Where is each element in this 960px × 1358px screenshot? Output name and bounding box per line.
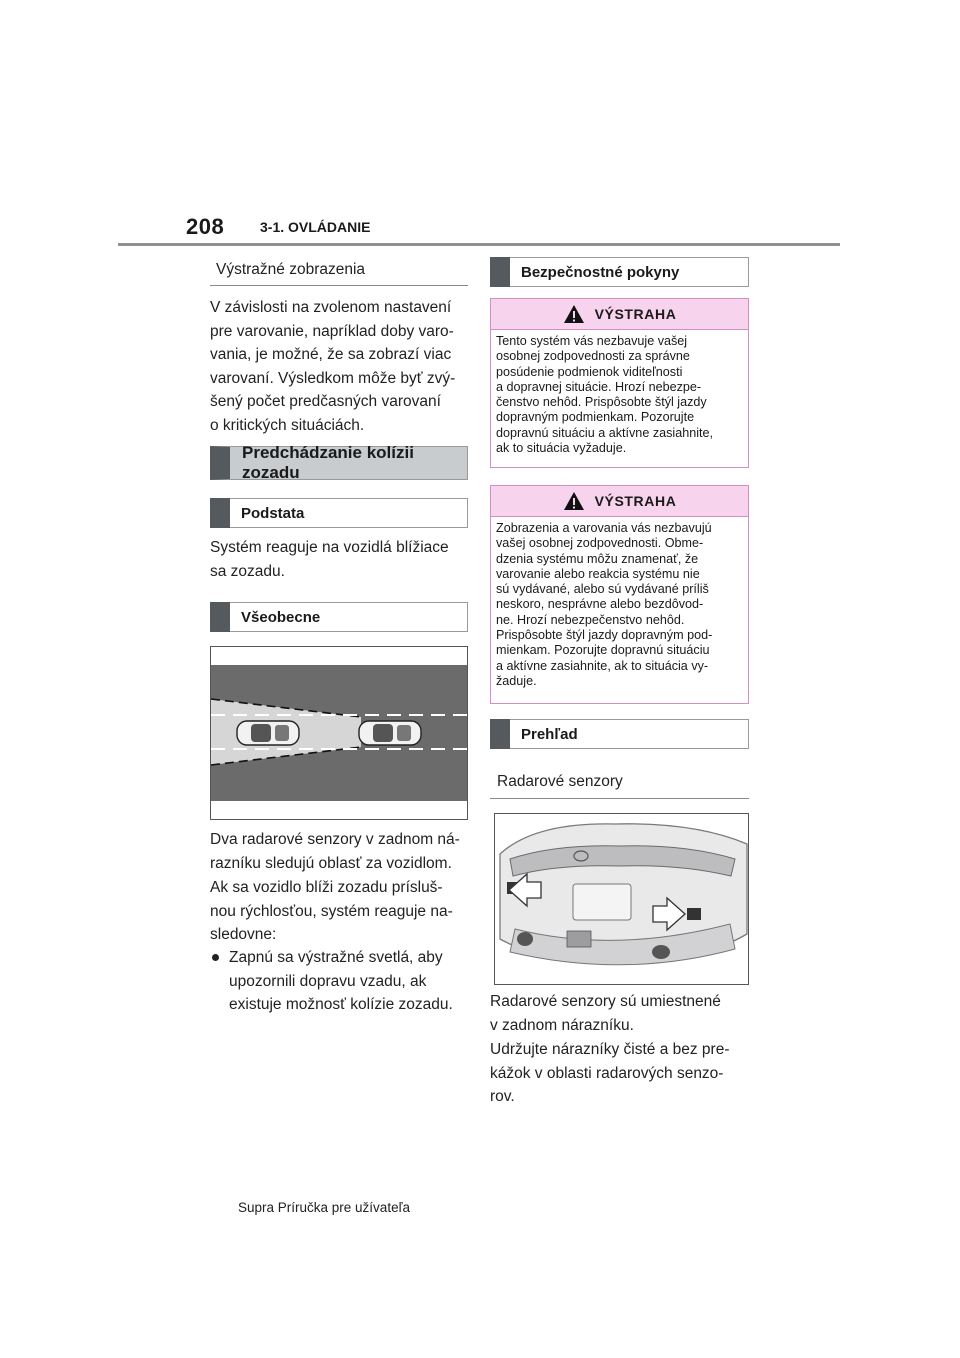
footer-text: Supra Príručka pre užívateľa	[238, 1200, 411, 1215]
general-paragraph-2: Ak sa vozidlo blíži zozadu prísluš- nou rýchlosťou, systém reaguje na- sledovne:	[210, 879, 453, 943]
rear-bumper-figure	[494, 813, 749, 985]
warning-triangle-icon	[563, 304, 585, 324]
essence-heading: Podstata	[210, 498, 468, 528]
radar-sensor-right	[687, 908, 701, 920]
radar-paragraph-2: Udržujte nárazníky čisté a bez pre- kážok v oblasti radarových senzo- rov.	[490, 1041, 730, 1105]
rear-radar-diagram	[210, 646, 468, 820]
radar-sensors-heading: Radarové senzory	[490, 769, 749, 799]
bullet-dot-icon	[212, 954, 219, 961]
page-number: 208	[186, 214, 225, 239]
list-item: Zapnú sa výstražné svetlá, aby upozornili dopravu vzadu, ak existuje možnosť kolízie zozadu.	[212, 946, 453, 1017]
warning-title: VÝSTRAHA	[594, 306, 677, 322]
warning-box-2	[490, 485, 749, 704]
warning-displays-paragraph: V závislosti na zvolenom nastavení pre varovanie, napríklad doby varo- vania, je možné, že sa zobrazí viac varovaní. Výsledkom môže byť zvý- šený počet predčasných varovaní o kritických situáciách.	[210, 299, 456, 434]
road-illustration	[211, 647, 467, 819]
radar-paragraph-1: Radarové senzory sú umiestnené v zadnom nárazníku.	[490, 993, 721, 1034]
warning-displays-heading: Výstražné zobrazenia	[210, 258, 468, 286]
warning-title: VÝSTRAHA	[594, 493, 677, 509]
general-paragraph-1: Dva radarové senzory v zadnom ná- razníku sledujú oblasť za vozidlom.	[210, 831, 460, 872]
rear-bumper-illustration	[495, 814, 748, 984]
warning-box-1	[490, 298, 749, 468]
general-heading: Všeobecne	[210, 602, 468, 632]
approaching-car-icon	[359, 721, 421, 745]
chapter-title: 3-1. OVLÁDANIE	[260, 219, 371, 235]
overview-heading: Prehľad	[490, 719, 749, 749]
warning-triangle-icon	[563, 491, 585, 511]
warning-text: Zobrazenia a varovania vás nezbavujú vašej osobnej zodpovednosti. Obme- dzenia systému môžu znamenať, že varovanie alebo reakcia systému nie sú vydávané, alebo sú vydávané príliš neskoro, nesprávne alebo bezdôvod- ne. Hrozí nebezpečenstvo nehôd. Prispôsobte štýl jazdy dopravným pod- mienkam. Pozorujte dopravnú situáciu a aktívne zasiahnite, ak to situácia vy- žaduje.	[496, 521, 713, 688]
host-car-icon	[237, 721, 299, 745]
warning-text: Tento systém vás nezbavuje vašej osobnej zodpovednosti za správne posúdenie podmienok viditeľnosti a dopravnej situácie. Hrozí nebezpe- čenstvo nehôd. Prispôsobte štýl jazdy dopravným podmienkam. Pozorujte dopravnú situáciu a aktívne zasiahnite, ak to situácia vyžaduje.	[496, 334, 714, 456]
essence-paragraph: Systém reaguje na vozidlá blížiace sa zozadu.	[210, 539, 449, 580]
safety-heading: Bezpečnostné pokyny	[490, 257, 749, 287]
section-heading-rear-collision: Predchádzanie kolízii zozadu	[210, 446, 468, 480]
header-divider	[118, 243, 840, 246]
